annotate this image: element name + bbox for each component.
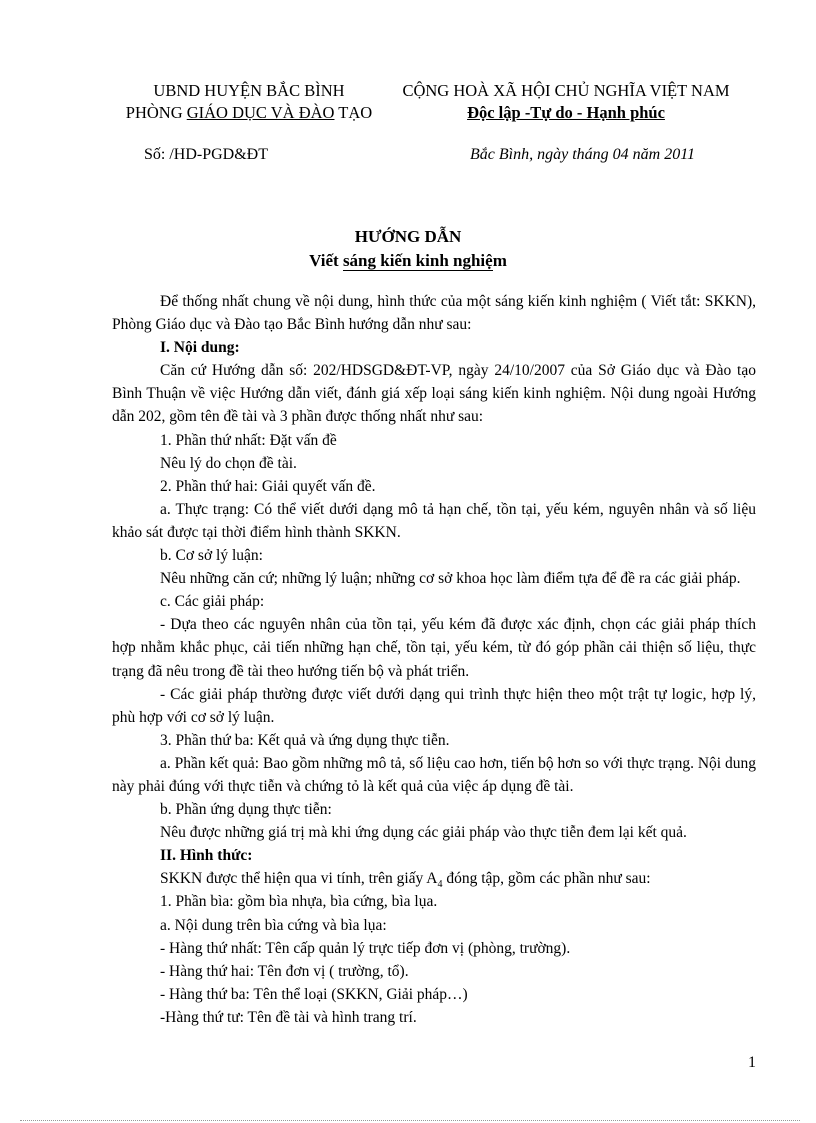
issuing-authority — [108, 80, 390, 124]
page-bottom-border — [20, 1120, 800, 1121]
body-paragraph: 2. Phần thứ hai: Giải quyết vấn đề. — [160, 477, 376, 495]
authority-line-1: UBND HUYỆN BẮC BÌNH — [153, 81, 345, 100]
document-date: Bắc Bình, ngày tháng 04 năm 2011 — [470, 146, 696, 163]
body-paragraph: Để thống nhất chung về nội dung, hình thức của một sáng kiến kinh nghiệm ( Viết tắt: SKKN), Phòng Giáo dục và Đào tạo Bắc Bình hướng dẫn như sau: — [112, 293, 756, 334]
body-paragraph: - Hàng thứ nhất: Tên cấp quản lý trực tiếp đơn vị (phòng, trường). — [160, 939, 571, 957]
national-motto — [380, 80, 752, 124]
body-paragraph: Nêu lý do chọn đề tài. — [160, 454, 297, 472]
body-paragraph: Căn cứ Hướng dẫn số: 202/HDSGD&ĐT-VP, ngày 24/10/2007 của Sở Giáo dục và Đào tạo Bình Thuận về việc Hướng dẫn viết, đánh giá xếp loại sáng kiến kinh nghiệm. Nội dung ngoài Hướng dẫn 202, gồm tên đề tài và 3 phần được thống nhất như sau: — [112, 362, 756, 426]
body-paragraph: SKKN được thể hiện qua vi tính, trên giấy $A_4$ đóng tập, gồm các phần như sau: — [160, 870, 651, 891]
body-paragraph: Nêu những căn cứ; những lý luận; những cơ sở khoa học làm điểm tựa để đề ra các giải pháp. — [160, 570, 741, 588]
body-paragraph: - Các giải pháp thường được viết dưới dạng qui trình thực hiện theo một trật tự logic, hợp lý, phù hợp với cơ sở lý luận. — [112, 685, 756, 726]
body-paragraph: Nêu được những giá trị mà khi ứng dụng các giải pháp vào thực tiễn đem lại kết quả. — [160, 824, 687, 842]
body-paragraph: a. Phần kết quả: Bao gồm những mô tả, số liệu cao hơn, tiến bộ hơn so với thực trạng. Nội dung này phải đúng với thực tiễn và chứng tỏ là kết quả của việc áp dụng đề tài. — [112, 754, 756, 795]
page-number: 1 — [748, 1054, 756, 1071]
title-main: HƯỚNG DẪN — [354, 227, 462, 246]
document-title — [0, 226, 816, 274]
body-paragraph: 3. Phần thứ ba: Kết quả và ứng dụng thực tiễn. — [160, 731, 450, 749]
body-paragraph: - Hàng thứ hai: Tên đơn vị ( trường, tổ). — [160, 962, 409, 980]
body-paragraph: 1. Phần bìa: gồm bìa nhựa, bìa cứng, bìa lụa. — [160, 893, 438, 911]
body-paragraph: -Hàng thứ tư: Tên đề tài và hình trang trí. — [160, 1008, 417, 1026]
document-number: Số: /HD-PGD&ĐT — [144, 146, 269, 163]
body-paragraph: - Dựa theo các nguyên nhân của tồn tại, yếu kém đã được xác định, chọn các giải pháp thích hợp nhằm khắc phục, cải tiến những hạn chế, tồn tại, yếu kém, từ đó góp phần cải thiện số liệu, thực trạng đã nêu trong đề tài theo hướng tiến bộ và phát triển. — [112, 616, 756, 680]
body-paragraph: 1. Phần thứ nhất: Đặt vấn đề — [160, 431, 337, 449]
motto-line: Độc lập -Tự do - Hạnh phúc — [467, 103, 665, 122]
title-subtitle: Viết sáng kiến kinh nghiệm — [309, 251, 507, 270]
body-paragraph: c. Các giải pháp: — [160, 593, 265, 611]
section-heading: II. Hình thức: — [160, 847, 253, 865]
republic-name: CỘNG HOÀ XÃ HỘI CHỦ NGHĨA VIỆT NAM — [402, 81, 730, 100]
body-paragraph: b. Cơ sở lý luận: — [160, 547, 263, 565]
authority-line-2: PHÒNG GIÁO DỤC VÀ ĐÀO TẠO — [125, 103, 373, 122]
document-body — [112, 290, 756, 1029]
body-paragraph: - Hàng thứ ba: Tên thể loại (SKKN, Giải pháp…) — [160, 985, 468, 1003]
section-heading: I. Nội dung: — [160, 339, 240, 357]
body-paragraph: b. Phần ứng dụng thực tiễn: — [160, 801, 332, 819]
body-paragraph: a. Thực trạng: Có thể viết dưới dạng mô tả hạn chế, tồn tại, yếu kém, nguyên nhân và số liệu khảo sát được tại thời điểm hình thành SKKN. — [112, 500, 756, 541]
body-paragraph: a. Nội dung trên bìa cứng và bìa lụa: — [160, 916, 387, 934]
